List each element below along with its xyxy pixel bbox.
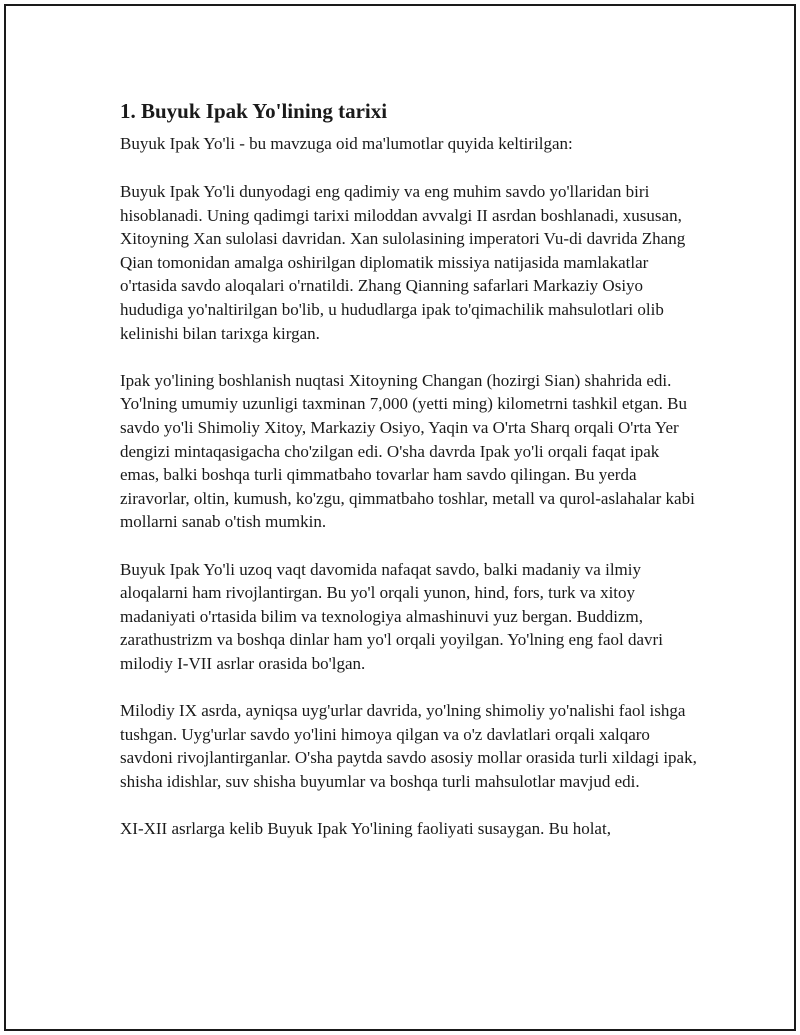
paragraph-3: Buyuk Ipak Yo'li uzoq vaqt davomida nafaqat savdo, balki madaniy va ilmiy aloqalarni ham rivojlantirgan. Bu yo'l orqali yunon, hind, fors, turk va xitoy madaniyati o'rtasida bilim va texnologiya almashinuvi yuz bergan. Buddizm, zarathustrizm va boshqa dinlar ham yo'l orqali yoyilgan. Yo'lning eng faol davri milodiy I-VII asrlar orasida bo'lgan. (120, 559, 663, 673)
page-frame (4, 4, 796, 1031)
document-body (120, 98, 700, 864)
paragraph-2: Ipak yo'lining boshlanish nuqtasi Xitoyning Changan (hozirgi Sian) shahrida edi. Yo'lning umumiy uzunligi taxminan 7,000 (yetti ming) kilometrni tashkil etgan. Bu savdo yo'li Shimoliy Xitoy, Markaziy Osiyo, Yaqin va O'rta Sharq orqali O'rta Yer dengizi mintaqasigacha cho'zilgan edi. O'sha davrda Ipak yo'li orqali faqat ipak emas, balki boshqa turli qimmatbaho tovarlar ham savdo qilingan. Bu yerda ziravorlar, oltin, kumush, ko'zgu, qimmatbaho toshlar, metall va qurol-aslahalar kabi mollarni sanab o'tish mumkin. (120, 370, 695, 532)
section-heading: 1. Buyuk Ipak Yo'lining tarixi (120, 99, 388, 123)
paragraph-5: XI-XII asrlarga kelib Buyuk Ipak Yo'lining faoliyati susaygan. Bu holat, (120, 819, 611, 839)
paragraph-4: Milodiy IX asrda, ayniqsa uyg'urlar davrida, yo'lning shimoliy yo'nalishi faol ishga tushgan. Uyg'urlar savdo yo'lini himoya qilgan va o'z davlatlari orqali xalqaro savdoni rivojlantirganlar. O'sha paytda savdo asosiy mollar orasida turli xildagi ipak, shisha idishlar, suv shisha buyumlar va boshqa turli mahsulotlar mavjud edi. (120, 701, 697, 791)
intro-paragraph: Buyuk Ipak Yo'li - bu mavzuga oid ma'lumotlar quyida keltirilgan: (120, 134, 573, 153)
paragraph-1: Buyuk Ipak Yo'li dunyodagi eng qadimiy va eng muhim savdo yo'llaridan biri hisoblanadi. Uning qadimgi tarixi miloddan avvalgi II asrdan boshlanadi, xususan, Xitoyning Xan sulolasi davridan. Xan sulolasining imperatori Vu-di davrida Zhang Qian tomonidan amalga oshirilgan diplomatik missiya natijasida mamlakatlar o'rtasida savdo aloqalari o'rnatildi. Zhang Qianning safarlari Markaziy Osiyo hududiga yo'naltirilgan bo'lib, u hududlarga ipak to'qimachilik mahsulotlari olib kelinishi bilan tarixga kirgan. (120, 182, 686, 343)
